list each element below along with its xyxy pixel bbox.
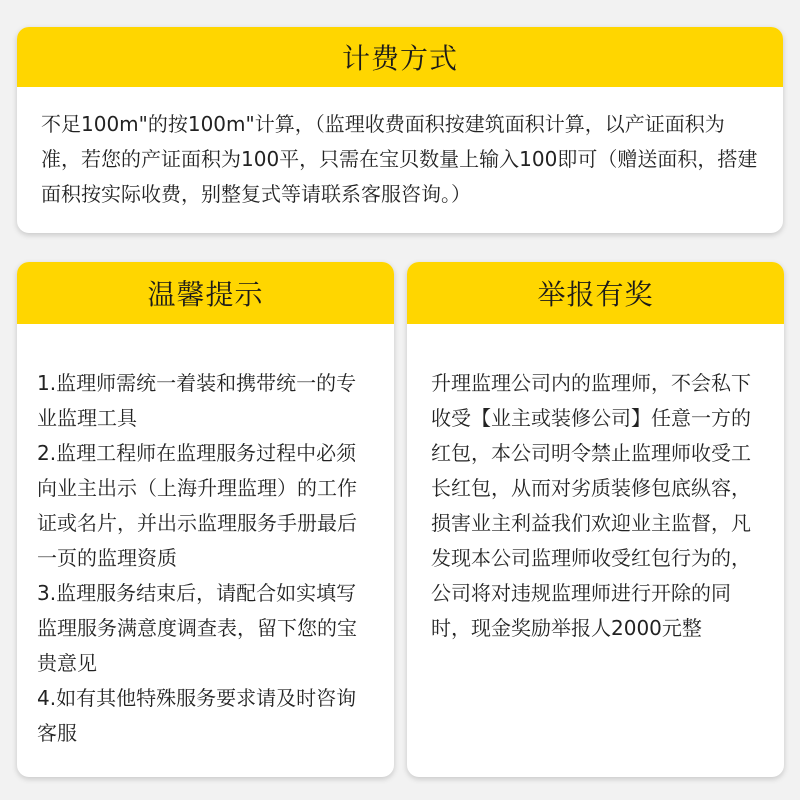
- tips-card: [17, 262, 394, 777]
- report-text: 升理监理公司内的监理师，不会私下收受【业主或装修公司】任意一方的红包，本公司明令禁止监理师收受工长红包，从而对劣质装修包底纵容，损害业主利益我们欢迎业主监督，凡发现本公司监理师收受红包行为的，公司将对违规监理师进行开除的同时，现金奖励举报人2000元整: [431, 371, 751, 640]
- tips-title: 温馨提示: [17, 262, 394, 324]
- tip-item-4: 4.如有其他特殊服务要求请及时咨询客服: [37, 686, 357, 745]
- billing-title: 计费方式: [17, 27, 783, 87]
- billing-text: 不足100m"的按100m"计算，（监理收费面积按建筑面积计算，以产证面积为准，若您的产证面积为100平，只需在宝贝数量上输入100即可（赠送面积，搭建面积按实际收费，别整复式等请联系客服咨询。）: [41, 112, 758, 206]
- tip-item-3: 3.监理服务结束后，请配合如实填写监理服务满意度调查表，留下您的宝贵意见: [37, 581, 357, 675]
- report-card: [407, 262, 784, 777]
- billing-card: [17, 27, 783, 233]
- tip-item-1: 1.监理师需统一着装和携带统一的专业监理工具: [37, 371, 357, 430]
- tip-item-2: 2.监理工程师在监理服务过程中必须向业主出示（上海升理监理）的工作证或名片，并出示监理服务手册最后一页的监理资质: [37, 441, 357, 570]
- report-title: 举报有奖: [407, 262, 784, 324]
